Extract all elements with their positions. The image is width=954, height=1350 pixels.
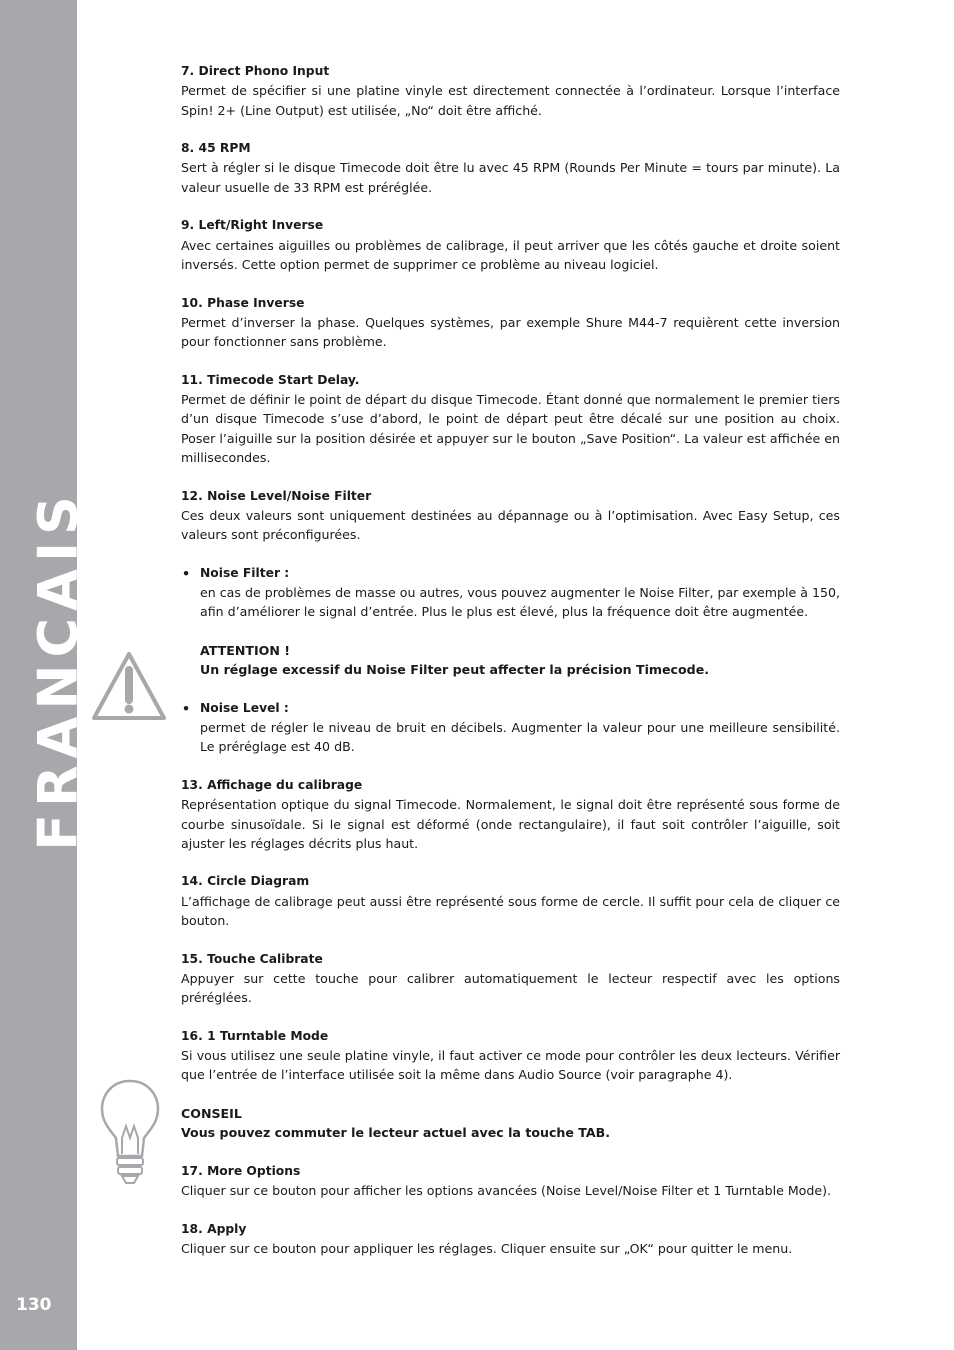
tip-note	[181, 1104, 840, 1143]
bullet-body: permet de régler le niveau de bruit en décibels. Augmenter la valeur pour une meilleure sensibilité. Le préréglage est 40 dB.	[200, 720, 840, 755]
section-title: 15. Touche Calibrate	[181, 951, 323, 966]
section-body: Avec certaines aiguilles ou problèmes de calibrage, il peut arriver que les côtés gauche et droite soient inversés. Cette option permet de supprimer ce problème au niveau logiciel.	[181, 237, 840, 272]
section-title: 10. Phase Inverse	[181, 295, 305, 310]
section-body: Permet d’inverser la phase. Quelques systèmes, par exemple Shure M44-7 requièrent cette inversion pour fonctionner sans problème.	[181, 314, 840, 350]
section-body: Sert à régler si le disque Timecode doit être lu avec 45 RPM (Rounds Per Minute = tours par minute). La valeur usuelle de 33 RPM est préréglée.	[181, 160, 840, 195]
section-direct-phono-input	[181, 62, 840, 120]
page-number: 130	[16, 1295, 52, 1315]
section-timecode-start-delay	[181, 371, 840, 467]
section-title: 16. 1 Turntable Mode	[181, 1028, 329, 1043]
section-title: 7. Direct Phono Input	[181, 64, 330, 78]
bullet-noise-level	[181, 699, 840, 757]
section-body: Représentation optique du signal Timecode. Normalement, le signal doit être représenté sous forme de courbe sinusoïdale. Si le signal est déformé (onde rectangulaire), il faut soit contrôler l’aiguille, soit ajuster les réglages décrits plus haut.	[181, 797, 840, 851]
attention-note	[200, 641, 840, 680]
section-title: 8. 45 RPM	[181, 141, 251, 156]
section-title: 9. Left/Right Inverse	[181, 218, 324, 233]
section-1-turntable-mode	[181, 1027, 840, 1085]
bullet-body: en cas de problèmes de masse ou autres, vous pouvez augmenter le Noise Filter, par exemple à 150, afin d’améliorer le signal d’entrée. Plus le plus est élevé, plus la fréquence doit être augmentée.	[200, 585, 840, 620]
section-body: Permet de définir le point de départ du disque Timecode. Étant donné que normalement le premier tiers d’un disque Timecode s’use d’abord, le point de départ peut être décalé sur une position au choix. Poser l’aiguille sur la position désirée et appuyer sur le bouton „Save Position“. La valeur est affichée en millisecondes.	[181, 392, 840, 465]
section-body: L’affichage de calibrage peut aussi être représenté sous forme de cercle. Il suffit pour cela de cliquer ce bouton.	[181, 893, 840, 929]
section-more-options	[181, 1162, 840, 1201]
attention-title: ATTENTION !	[200, 642, 291, 658]
attention-body: Un réglage excessif du Noise Filter peut affecter la précision Timecode.	[200, 662, 710, 678]
bullet-icon: •	[182, 700, 191, 716]
section-title: 12. Noise Level/Noise Filter	[181, 488, 372, 503]
tip-body: Vous pouvez commuter le lecteur actuel avec la touche TAB.	[181, 1125, 611, 1141]
section-noise-level-filter	[181, 487, 840, 545]
lightbulb-icon	[100, 1078, 160, 1186]
section-title: 18. Apply	[181, 1221, 247, 1236]
bullet-title: Noise Filter :	[200, 565, 290, 580]
section-circle-diagram	[181, 872, 840, 930]
section-body: Si vous utilisez une seule platine vinyle, il faut activer ce mode pour contrôler les deux lecteurs. Vérifier que l’entrée de l’interface utilisée soit la même dans Audio Source (voir paragraphe 4).	[181, 1048, 840, 1083]
sidebar	[0, 0, 90, 1350]
section-45-rpm	[181, 139, 840, 197]
section-title: 14. Circle Diagram	[181, 874, 310, 889]
section-title: 17. More Options	[181, 1163, 301, 1178]
section-title: 13. Affichage du calibrage	[181, 777, 363, 792]
section-body: Cliquer sur ce bouton pour appliquer les réglages. Cliquer ensuite sur „OK“ pour quitter le menu.	[181, 1241, 793, 1257]
section-body: Ces deux valeurs sont uniquement destinées au dépannage ou à l’optimisation. Avec Easy Setup, ces valeurs sont préconfigurées.	[181, 507, 840, 543]
section-title: 11. Timecode Start Delay.	[181, 372, 360, 387]
bullet-noise-filter	[181, 564, 840, 622]
language-label: FRANCAIS	[26, 489, 90, 851]
main-content	[181, 62, 840, 1278]
section-touche-calibrate	[181, 950, 840, 1008]
section-phase-inverse	[181, 294, 840, 352]
tip-title: CONSEIL	[181, 1106, 242, 1122]
section-left-right-inverse	[181, 216, 840, 274]
section-body: Appuyer sur cette touche pour calibrer automatiquement le lecteur respectif avec les options préréglées.	[181, 970, 840, 1006]
section-body: Permet de spécifier si une platine vinyle est directement connectée à l’ordinateur. Lorsque l’interface Spin! 2+ (Line Output) est utilisée, „No“ doit être affiché.	[181, 83, 840, 118]
section-body: Cliquer sur ce bouton pour afficher les options avancées (Noise Level/Noise Filter et 1 Turntable Mode).	[181, 1183, 832, 1199]
section-affichage-calibrage	[181, 776, 840, 853]
warning-triangle-icon	[90, 650, 168, 722]
section-apply	[181, 1220, 840, 1259]
bullet-title: Noise Level :	[200, 700, 289, 715]
bullet-icon: •	[182, 565, 191, 581]
